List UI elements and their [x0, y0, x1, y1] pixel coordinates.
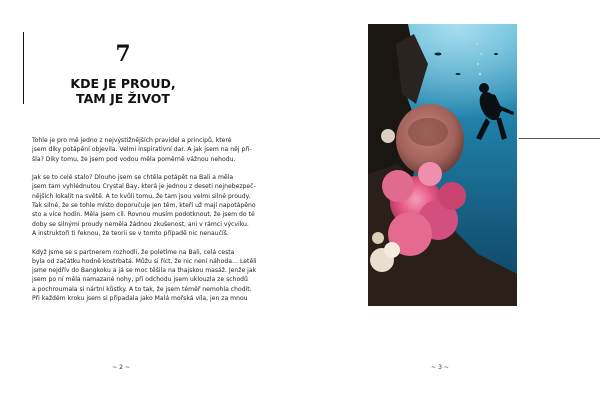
text-line: byla od začátku hodně kostrbatá. Můžu si říct, že nic není náhoda… Letěli [32, 257, 257, 265]
text-line: jsem tam vyhlédnutou Crystal Bay, která je jednou z deseti nejnebezpeč- [32, 183, 256, 191]
chapter-title-line-1: KDE JE PROUD, [70, 76, 176, 91]
paragraph-1 [22, 136, 252, 164]
page-number-left: ~ 2 ~ [112, 364, 130, 371]
text-line: Když jsme se s partnerem rozhodli, že poletíme na Bali, celá cesta [32, 248, 235, 256]
paragraph-2 [22, 173, 256, 238]
chapter-number: 7 [115, 41, 131, 67]
text-line: nějších lokalit na světě. A to kvůli tomu, že tam jsou velmi silné proudy. [32, 192, 251, 200]
body-text [22, 136, 257, 313]
text-line: šla? Díky tomu, že jsem pod vodou měla poměrně vážnou nehodu. [32, 155, 236, 163]
underwater-photo [368, 24, 517, 306]
text-line: Tohle je pro mě jedno z nejvýstižnějších pravidel a principů, které [32, 137, 232, 144]
text-line: jsme nejdřív do Bangkoku a já se moc těšila na thajskou masáž. Jenže jak [32, 267, 257, 275]
page-number-right: ~ 3 ~ [431, 364, 449, 371]
text-line: jsem po ní měla namazané nohy, při odchodu jsem uklouzla ze schodů [32, 276, 248, 284]
coral-reef-diver-image [368, 24, 517, 306]
text-line: Jak se to celé stalo? Dlouho jsem se chtěla potápět na Bali a měla [32, 174, 234, 182]
paragraph-3 [22, 248, 257, 304]
text-line: jsem díky potápění objevila. Velmi inspirativní dar. A jak jsem na něj při- [32, 146, 252, 154]
chapter-title [40, 76, 206, 106]
text-line: Tak silné, že se tohle místo doporučuje jen těm, kteří už mají napotápěno [32, 202, 256, 210]
chapter-title-line-2: TAM JE ŽIVOT [76, 91, 170, 106]
vertical-rule [23, 32, 24, 104]
text-line: A instruktoři ti řeknou, že teorii se v tomto případě nic nenaučíš. [32, 229, 229, 237]
text-line: doby se silnými proudy neměla žádnou zkušenost, ani v rámci výcviku. [32, 220, 249, 228]
text-line: Při každém kroku jsem si připadala jako Malá mořská víla, jen za mnou [32, 295, 248, 303]
text-line: sto a více hodin. Měla jsem cíl. Rovnou musím podotknout, že jsem do té [32, 211, 255, 219]
horizontal-rule [519, 138, 600, 139]
text-line: a pochroumala si nártní kůstky. A to tak, že jsem téměř nemohla chodit. [32, 285, 252, 293]
